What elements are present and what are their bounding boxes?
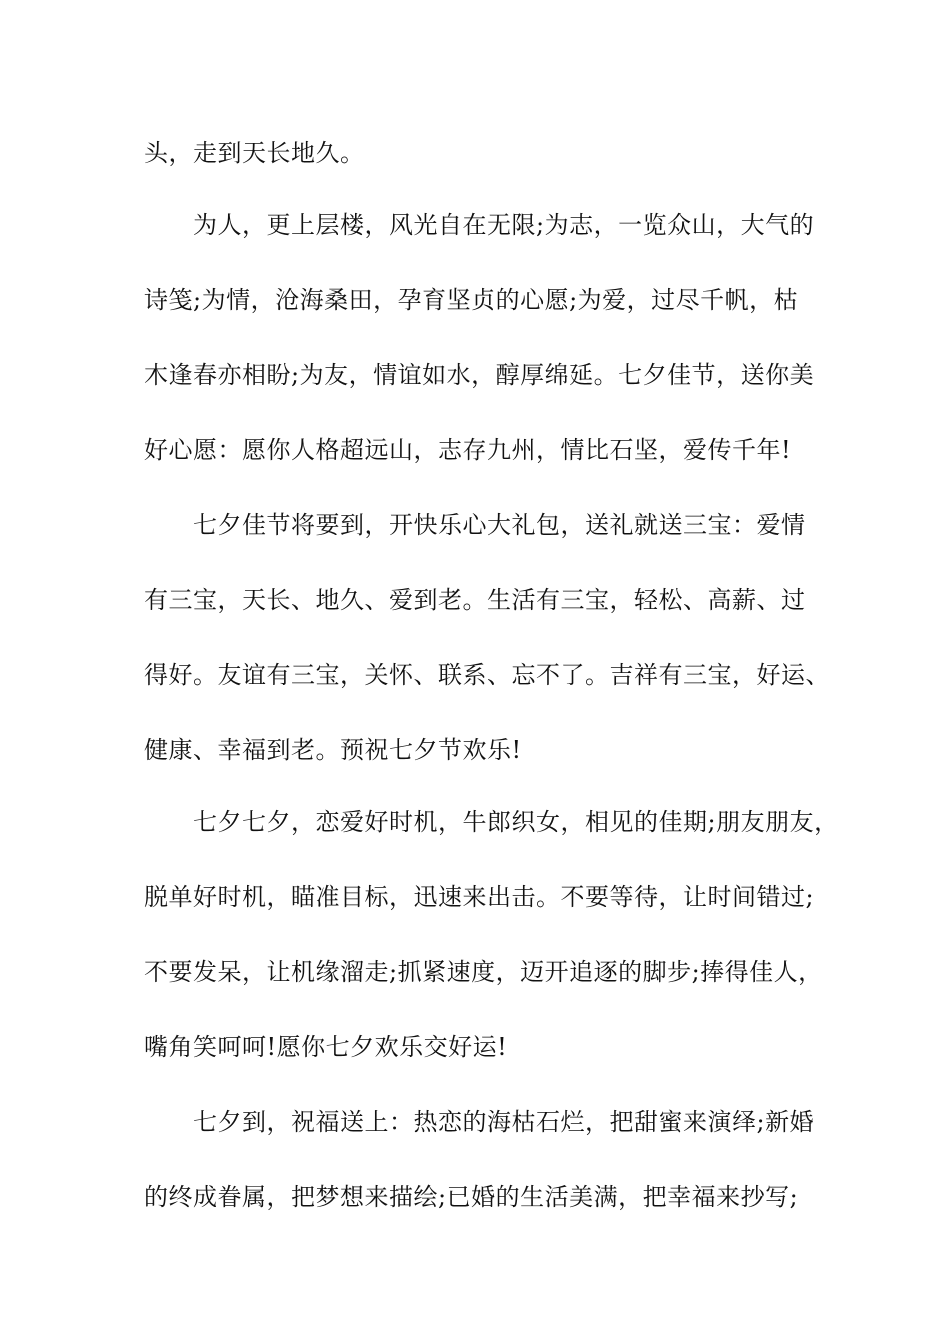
paragraph-start-line: 七夕七夕，恋爱好时机，牛郎织女，相见的佳期;朋友朋友， [193, 808, 839, 836]
text-line: 木逢春亦相盼;为友，情谊如水，醇厚绵延。七夕佳节，送你美 [144, 361, 815, 389]
text-line: 头，走到天长地久。 [144, 139, 365, 167]
text-line: 诗笺;为情，沧海桑田，孕育坚贞的心愿;为爱，过尽千帆，枯 [144, 286, 799, 314]
paragraph-start-line: 七夕佳节将要到，开快乐心大礼包，送礼就送三宝：爱情 [193, 511, 806, 539]
text-line: 的终成眷属，把梦想来描绘;已婚的生活美满，把幸福来抄写; [144, 1183, 799, 1211]
text-line: 有三宝，天长、地久、爱到老。生活有三宝，轻松、高薪、过 [144, 586, 806, 614]
text-line: 得好。友谊有三宝，关怀、联系、忘不了。吉祥有三宝，好运、 [144, 661, 830, 689]
text-line: 健康、幸福到老。预祝七夕节欢乐! [144, 736, 522, 764]
text-line: 好心愿：愿你人格超远山，志存九州，情比石坚，爱传千年! [144, 436, 792, 464]
text-line: 脱单好时机，瞄准目标，迅速来出击。不要等待，让时间错过; [144, 883, 815, 911]
paragraph-start-line: 为人，更上层楼，风光自在无限;为志，一览众山，大气的 [193, 211, 815, 239]
text-line: 嘴角笑呵呵!愿你七夕欢乐交好运! [144, 1033, 508, 1061]
text-line: 不要发呆，让机缘溜走;抓紧速度，迈开追逐的脚步;捧得佳人， [144, 958, 823, 986]
paragraph-start-line: 七夕到，祝福送上：热恋的海枯石烂，把甜蜜来演绎;新婚 [193, 1108, 815, 1136]
